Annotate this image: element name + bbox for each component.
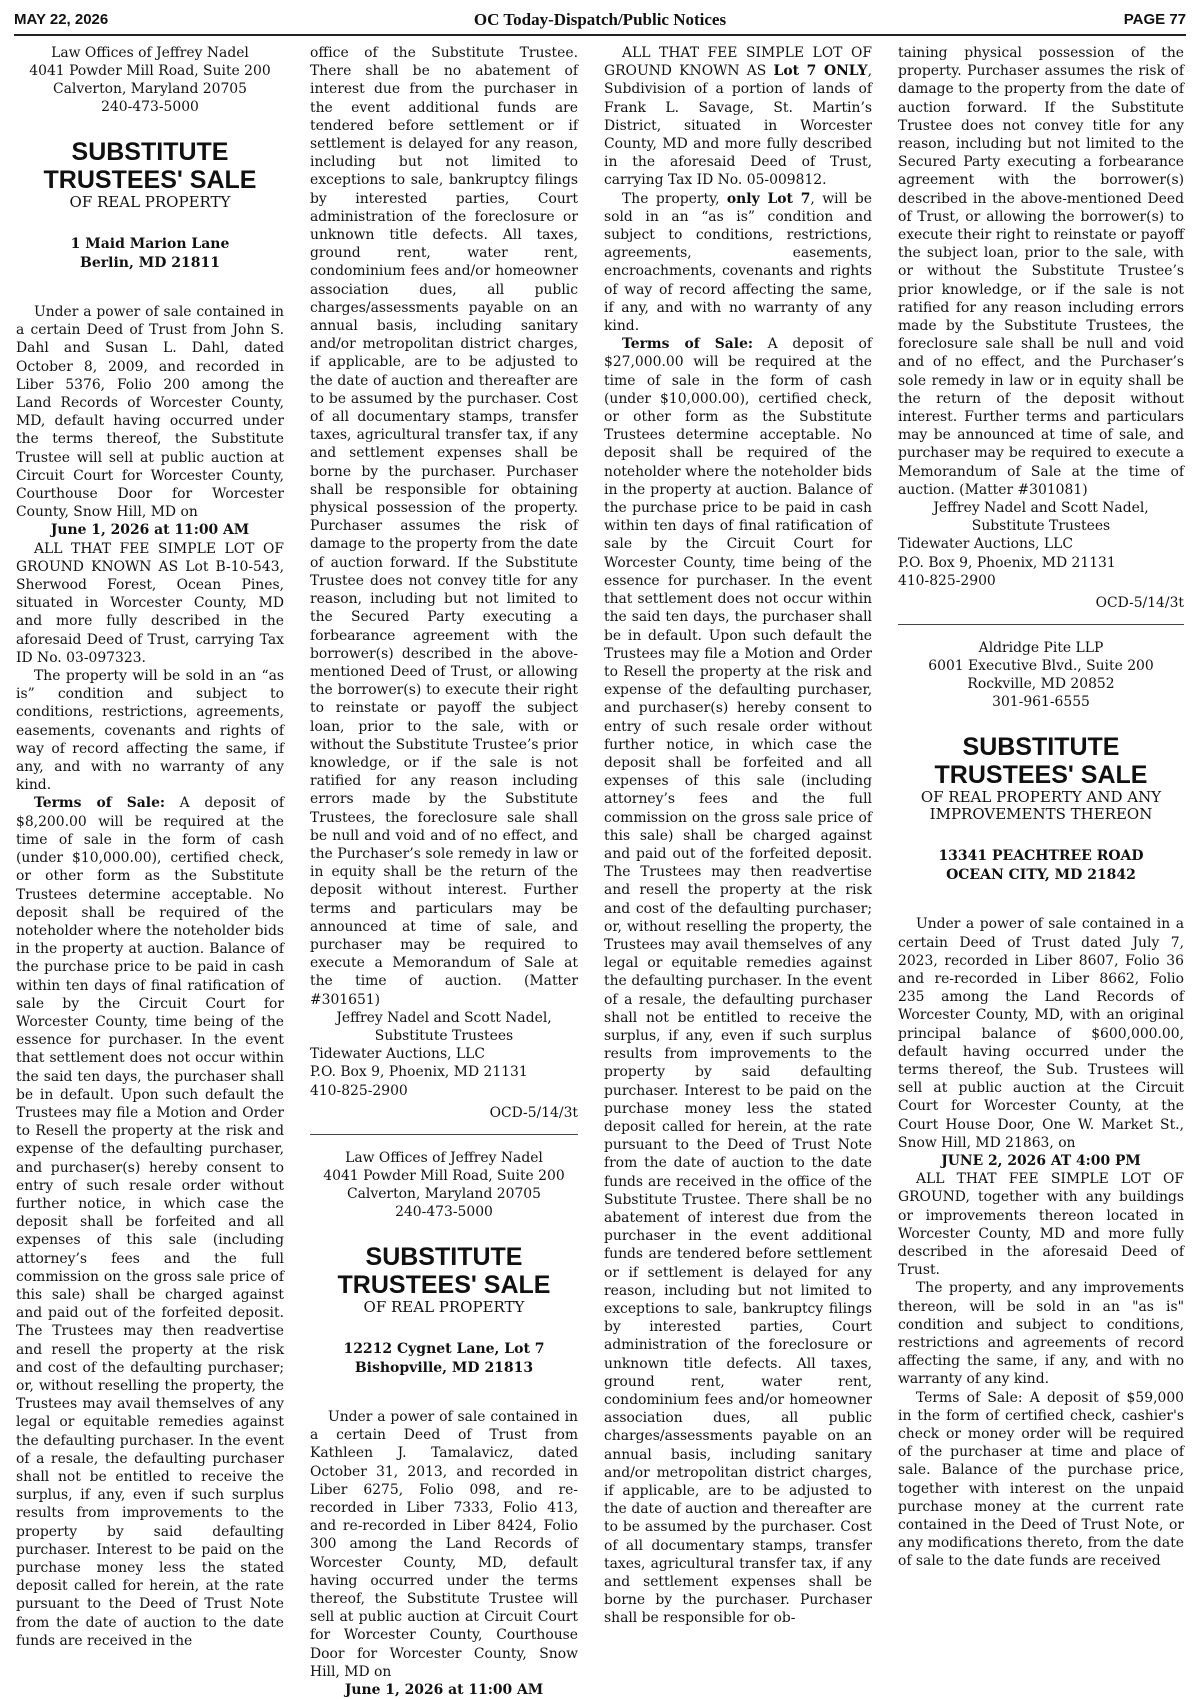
- address-line: 13341 PEACHTREE ROAD: [938, 848, 1144, 865]
- notice-paragraph-continued: office of the Substitute Trustee. There shall be no abatement of interest due from the purchaser in the event additional funds are tendered before settlement or if settlement is delayed for any reason, including but not limited to exceptions to sale, bankruptcy filings by interested parties, Court administration of the foreclosure or unknown title defects. All taxes, ground rent, water rent, condominium fees and/or homeowner association dues, all public charges/assessments payable on an annual basis, including sanitary and/or metropolitan district charges, if applicable, are to be adjusted to the date of auction and thereafter are to be assumed by the purchaser. Cost of all documentary stamps, transfer taxes, agricultural transfer tax, if any and settlement expenses shall be borne by the purchaser. Purchaser shall be responsible for obtaining physical possession of the property. Purchaser assumes the risk of damage to the property from the date of auction forward. If the Substitute Trustee does not convey title for any reason, including but not limited to the Secured Party executing a forbearance agreement with the borrower(s) described in the above-mentioned Deed of Trust, or allowing the borrower(s) to execute their right to reinstate or payoff the subject loan, prior to the sale, with or without the Substitute Trustee’s prior knowledge, or if the sale is not ratified for any reason including errors made by the Substitute Trustees, the foreclosure sale shall be null and void and of no effect, and the Purchaser’s sole remedy in law or in equity shall be the return of the deposit without interest. Further terms and particulars may be announced at time of sale, and purchaser may be required to execute a Memorandum of Sale at the time of auction. (Matter #301651): [310, 45, 578, 1008]
- notice-paragraph: Under a power of sale contained in a certain Deed of Trust from John S. Dahl and Susan L. Dahl, dated October 8, 2009, and recorded in Liber 5376, Folio 200 among the Land Records of Worcester County, MD, default having occurred under the terms thereof, the Substitute Trustee will sell at public auction at Circuit Court for Worcester County, Courthouse Door for Worcester County, Snow Hill, MD on: [16, 304, 284, 521]
- terms-label: Terms of Sale:: [622, 336, 754, 353]
- notice-headline: SUBSTITUTE TRUSTEES' SALE: [934, 733, 1148, 790]
- office-line: 240-473-5000: [395, 1203, 493, 1220]
- law-office-block: [898, 639, 1184, 711]
- address-line: 1 Maid Marion Lane: [70, 236, 230, 252]
- property-address: [898, 847, 1184, 885]
- office-line: Calverton, Maryland 20705: [347, 1185, 541, 1202]
- column-1: [16, 44, 284, 1649]
- terms-paragraph: Terms of Sale: A deposit of $59,000 in the form of certified check, cashier's check or money order will be required of the purchaser at time and place of sale. Balance of the purchase price, together with interest on the unpaid purchase money at the current rate contained in the Deed of Trust Note, or any modifications thereto, from the date of sale to the date funds are received: [898, 1389, 1184, 1570]
- address-line: Berlin, MD 21811: [80, 255, 220, 271]
- trustee-title: Substitute Trustees: [374, 1027, 514, 1044]
- notice-divider: [310, 1134, 578, 1135]
- notice-paragraph: [604, 190, 872, 336]
- notice-headline: SUBSTITUTE TRUSTEES' SALE: [337, 1242, 551, 1299]
- notice-headline: SUBSTITUTE TRUSTEES' SALE: [43, 138, 257, 194]
- notice-divider: [898, 624, 1184, 625]
- auctioneer-line: 410-825-2900: [310, 1082, 408, 1099]
- notice-paragraph: ALL THAT FEE SIMPLE LOT OF GROUND, together with any buildings or improvements thereon located in Worcester County, MD and more fully described in the aforesaid Deed of Trust.: [898, 1171, 1184, 1279]
- office-line: Law Offices of Jeffrey Nadel: [51, 45, 249, 61]
- trustee-signature: Jeffrey Nadel and Scott Nadel,: [336, 1009, 552, 1026]
- notice-paragraph: [604, 44, 872, 190]
- property-text: , will be sold in an “as is” condition and subject to conditions, restrictions, agreements, easements, encroachments, covenants and rights of way of record affecting the same, if any, and with no warranty of any kind.: [604, 190, 872, 335]
- notice-subheadline: OF REAL PROPERTY AND ANY IMPROVEMENTS THEREON: [920, 788, 1162, 824]
- lot-text: , Subdivision of a portion of lands of Frank L. Savage, St. Martin’s District, situated in Worcester County, MD and more fully described in the aforesaid Deed of Trust, carrying Tax ID No. 05-009812.: [604, 63, 872, 189]
- notice-subheadline: OF REAL PROPERTY: [363, 1297, 525, 1316]
- lot-bold: Lot 7 ONLY: [773, 63, 868, 80]
- notice-paragraph: ALL THAT FEE SIMPLE LOT OF GROUND KNOWN AS Lot B-10-543, Sherwood Forest, Ocean Pines, situated in Worcester County, MD and more fully described in the aforesaid Deed of Trust, carrying Tax ID No. 03-097323.: [16, 540, 284, 666]
- address-line: OCEAN CITY, MD 21842: [946, 867, 1136, 884]
- auctioneer-line: P.O. Box 9, Phoenix, MD 21131: [898, 554, 1116, 571]
- property-address: [310, 1340, 578, 1378]
- office-line: 4041 Powder Mill Road, Suite 200: [29, 63, 271, 79]
- notice-paragraph-continued: taining physical possession of the property. Purchaser assumes the risk of damage to the property from the date of auction forward. If the Substitute Trustee does not convey title for any reason, including but not limited to the Secured Party executing a forbearance agreement with the borrower(s) described in the above-mentioned Deed of Trust, or allowing the borrower(s) to execute their right to reinstate or payoff the subject loan, prior to the sale, with or without the Substitute Trustee’s prior knowledge, or if the sale is not ratified for any reason including errors made by the Substitute Trustees, the foreclosure sale shall be null and void and of no effect, and the Purchaser’s sole remedy in law or in equity shall be the return of the deposit without interest. Further terms and particulars may be announced at time of sale, and purchaser may be required to execute a Memorandum of Sale at the time of auction. (Matter #301081): [898, 45, 1184, 498]
- property-address: [16, 235, 284, 273]
- office-line: 301-961-6555: [992, 694, 1090, 711]
- notice-paragraph: Under a power of sale contained in a certain Deed of Trust dated July 7, 2023, recorded in Liber 8607, Folio 36 and re-recorded in Liber 8662, Folio 235 among the Land Records of Worcester County, MD, with an original principal balance of $600,000.00, default having occurred under the terms thereof, the Sub. Trustees will sell at public auction at the Circuit Court for Worcester County, at the Court House Door, One W. Market St., Snow Hill, MD 21863, on: [898, 916, 1184, 1151]
- law-office-block: [16, 44, 284, 116]
- notice-paragraph: The property, and any improvements thereon, will be sold in an "as is" condition and subject to conditions, restrictions and agreements of record affecting the same, if any, and with no warranty of any kind.: [898, 1280, 1184, 1388]
- office-line: Law Offices of Jeffrey Nadel: [345, 1149, 543, 1166]
- publication-title: OC Today-Dispatch/Public Notices: [473, 10, 727, 29]
- trustee-title: Substitute Trustees: [971, 518, 1111, 535]
- office-line: 240-473-5000: [101, 99, 199, 115]
- trustee-signature: Jeffrey Nadel and Scott Nadel,: [933, 500, 1149, 517]
- notice-paragraph: Under a power of sale contained in a certain Deed of Trust from Kathleen J. Tamalavicz, dated October 31, 2013, and recorded in Liber 6275, Folio 098, and re-recorded in Liber 7333, Folio 413, and re-recorded in Liber 8424, Folio 300 among the Land Records of Worcester County, MD, default having occurred under the terms thereof, the Substitute Trustee will sell at public auction at Circuit Court for Worcester County, Courthouse Door for Worcester County, Snow Hill, MD on: [310, 1408, 578, 1680]
- office-line: 6001 Executive Blvd., Suite 200: [928, 658, 1154, 675]
- issue-date: MAY 22, 2026: [14, 11, 109, 28]
- auctioneer-line: P.O. Box 9, Phoenix, MD 21131: [310, 1064, 528, 1081]
- column-4: [898, 44, 1184, 1624]
- terms-paragraph: [604, 335, 872, 1627]
- property-bold: only Lot 7: [726, 190, 811, 207]
- auction-date: June 1, 2026 at 11:00 AM: [344, 1682, 544, 1699]
- auctioneer-line: Tidewater Auctions, LLC: [898, 536, 1073, 553]
- office-line: Aldridge Pite LLP: [978, 640, 1104, 657]
- column-2: [310, 44, 578, 1699]
- terms-text: A deposit of $8,200.00 will be required at the time of sale in the form of cash (under $10,000.00), certified check, or other form as the Substitute Trustees determine acceptable. No deposit shall be required of the noteholder where the noteholder bids in the property at auction. Balance of the purchase price to be paid in cash within ten days of final ratification of sale by the Circuit Court for Worcester County, time being of the essence for purchaser. In the event that settlement does not occur within the said ten days, the purchaser shall be in default. Upon such default the Trustees may file a Motion and Order to Resell the property at the risk and expense of the defaulting purchaser, and purchaser(s) hereby consent to entry of such resale order without further notice, in which case the deposit shall be forfeited and all expenses of this sale (including attorney’s fees and the full commission on the gross sale price of this sale) shall be charged against and paid out of the forfeited deposit. The Trustees may then readvertise and resell the property at the risk and cost of the defaulting purchaser; or, without reselling the property, the Trustees may avail themselves of any legal or equitable remedies against the defaulting purchaser. In the event of a resale, the defaulting purchaser shall not be entitled to receive the surplus, if any, even if such surplus results from improvements to the property by said defaulting purchaser. Interest to be paid on the purchase money less the stated deposit called for herein, at the rate pursuant to the Deed of Trust Note from the date of auction to the date funds are received in the: [16, 795, 284, 1649]
- terms-text: A deposit of $27,000.00 will be required at the time of sale in the form of cash (under $10,000.00), certified check, or other form as the Substitute Trustees determine acceptable. No deposit shall be required of the noteholder where the noteholder bids in the property at auction. Balance of the purchase price to be paid in cash within ten days of final ratification of sale by the Circuit Court for Worcester County, time being of the essence for purchaser. In the event that settlement does not occur within the said ten days, the purchaser shall be in default. Upon such default the Trustees may file a Motion and Order to Resell the property at the risk and expense of the defaulting purchaser, and purchaser(s) hereby consent to entry of such resale order without further notice, in which case the deposit shall be forfeited and all expenses of this sale (including attorney’s fees and the full commission on the gross sale price of this sale) shall be charged against and paid out of the forfeited deposit. The Trustees may then readvertise and resell the property at the risk and cost of the defaulting purchaser; or, without reselling the property, the Trustees may avail themselves of any legal or equitable remedies against the defaulting purchaser. In the event of a resale, the defaulting purchaser shall not be entitled to receive the surplus, if any, even if such surplus results from improvements to the property by said defaulting purchaser. Interest to be paid on the purchase money less the stated deposit called for herein, at the rate pursuant to the Deed of Trust Note from the date of auction to the date funds are received in the office of the Substitute Trustee. There shall be no abatement of interest due from the purchaser in the event additional funds are tendered before settlement or if settlement is delayed for any reason, including but not limited to exceptions to sale, bankruptcy filings by interested parties, Court administration of the foreclosure or unknown title defects. All taxes, ground rent, water rent, condominium fees and/or homeowner association dues, all public charges/assessments payable on an annual basis, including sanitary and/or metropolitan district charges, if applicable, are to be adjusted to the date of auction and thereafter are to be assumed by the purchaser. Cost of all documentary stamps, transfer taxes, agricultural transfer tax, if any and settlement expenses shall be borne by the purchaser. Purchaser shall be responsible for ob-: [604, 336, 872, 1627]
- publication-reference: OCD-5/14/3t: [1095, 595, 1184, 612]
- terms-paragraph: [16, 794, 284, 1650]
- notice-paragraph: The property will be sold in an “as is” condition and subject to conditions, restrictions, agreements, easements, covenants and rights of way of record affecting the same, if any, and with no warranty of any kind.: [16, 668, 284, 794]
- auctioneer-line: Tidewater Auctions, LLC: [310, 1046, 485, 1063]
- page-header: [14, 8, 1186, 36]
- terms-label: Terms of Sale:: [34, 795, 166, 812]
- address-line: 12212 Cygnet Lane, Lot 7: [343, 1340, 545, 1357]
- office-line: Rockville, MD 20852: [967, 676, 1115, 693]
- office-line: 4041 Powder Mill Road, Suite 200: [323, 1167, 565, 1184]
- page-number: PAGE 77: [1123, 11, 1186, 28]
- office-line: Calverton, Maryland 20705: [53, 81, 247, 97]
- address-line: Bishopville, MD 21813: [354, 1359, 534, 1376]
- auction-date: JUNE 2, 2026 AT 4:00 PM: [941, 1152, 1141, 1169]
- property-text: The property,: [622, 190, 727, 207]
- auctioneer-line: 410-825-2900: [898, 572, 996, 589]
- auction-date: June 1, 2026 at 11:00 AM: [50, 522, 250, 539]
- notice-subheadline: OF REAL PROPERTY: [69, 193, 231, 211]
- column-3: [604, 44, 872, 1627]
- law-office-block: [310, 1149, 578, 1221]
- lot-text: ALL THAT FEE SIMPLE LOT OF GROUND KNOWN AS: [604, 45, 872, 80]
- publication-reference: OCD-5/14/3t: [489, 1104, 578, 1121]
